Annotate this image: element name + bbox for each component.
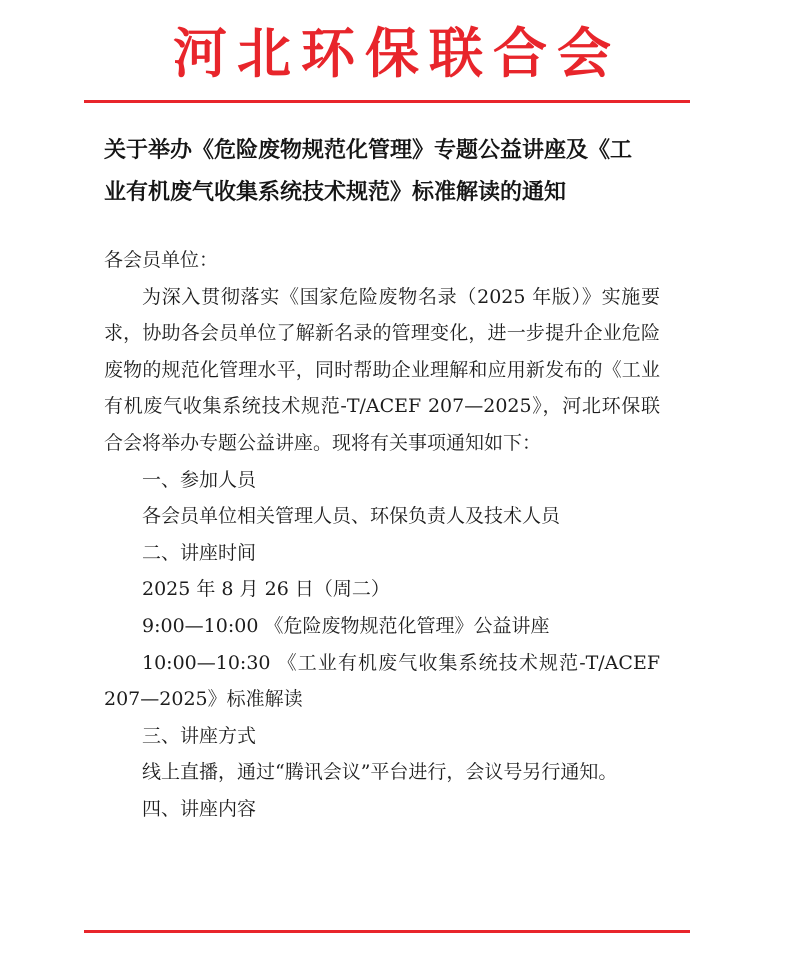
notice-body [104,242,660,828]
intro-paragraph: 为深入贯彻落实《国家危险废物名录（2025 年版）》实施要求，协助各会员单位了解新名录的管理变化，进一步提升企业危险废物的规范化管理水平，同时帮助企业理解和应用新发布的《工业有机废气收集系统技术规范-T/ACEF 207—2025》，河北环保联合会将举办专题公益讲座。现将有关事项通知如下： [104,285,660,454]
section-heading-participants: 一、参加人员 [142,468,257,491]
footer-rule [84,930,690,933]
schedule-item-2: 10:00—10:30 《工业有机废气收集系统技术规范-T/ACEF 207—2025》标准解读 [104,651,660,711]
notice-title [104,130,684,214]
notice-title-line-2: 业有机废气收集系统技术规范》标准解读的通知 [104,180,567,205]
format-text: 线上直播，通过“腾讯会议”平台进行，会议号另行通知。 [142,761,618,784]
salutation: 各会员单位： [104,249,219,271]
letterhead-rule-top [84,100,690,103]
section-heading-format: 三、讲座方式 [142,724,257,747]
org-letterhead: 河北环保联合会 [173,21,621,85]
lecture-date: 2025 年 8 月 26 日（周二） [142,578,390,601]
section-heading-time: 二、讲座时间 [142,541,257,564]
participants-text: 各会员单位相关管理人员、环保负责人及技术人员 [142,505,561,528]
schedule-item-1: 9:00—10:00 《危险废物规范化管理》公益讲座 [142,614,550,637]
section-heading-content: 四、讲座内容 [142,797,257,820]
notice-title-line-1: 关于举办《危险废物规范化管理》专题公益讲座及《工 [104,138,633,163]
